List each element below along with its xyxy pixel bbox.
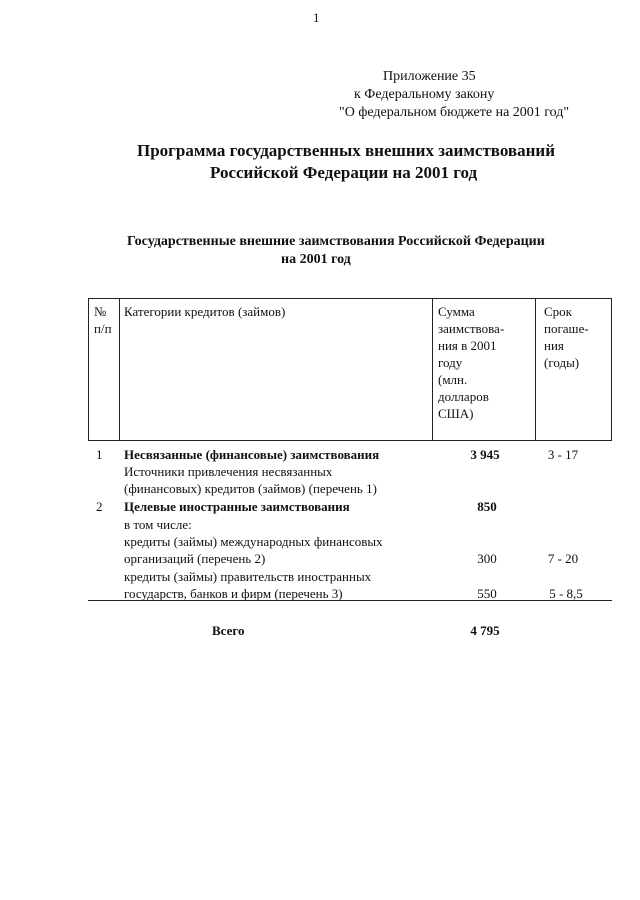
row-2-no: 2 [96,499,103,514]
row-2-amount: 850 [477,499,497,514]
row-1-note-line-1: Источники привлечения несвязанных [124,464,333,479]
row-2b-line-1: кредиты (займы) правительств иностранных [124,569,372,584]
header-no-label: № п/п [94,304,112,336]
row-1-category: Несвязанные (финансовые) заимствования [124,447,380,462]
row-1-amount: 3 945 [470,447,500,462]
page-number: 1 [313,10,320,25]
total-label: Всего [212,623,245,638]
total-amount: 4 795 [470,623,500,638]
row-2a-amount: 300 [477,551,497,566]
appendix-line-1: Приложение 35 [383,69,476,84]
section-title-line-2: на 2001 год [281,252,351,267]
row-2b-amount: 550 [477,586,497,601]
table-bottom-rule [88,600,612,601]
section-title-line-1: Государственные внешние заимствования Российской Федерации [127,234,545,249]
row-2b-term: 5 - 8,5 [549,586,583,601]
appendix-line-2: к Федеральному закону [354,87,495,102]
appendix-line-3: "О федеральном бюджете на 2001 год" [339,105,570,120]
row-1-no: 1 [96,447,103,462]
row-1-term: 3 - 17 [547,447,579,462]
row-1-note-line-2: (финансовых) кредитов (займов) (перечень 1) [124,481,377,496]
header-term-label: Срок погаше- ния (годы) [544,304,589,370]
row-2b-line-2: государств, банков и фирм (перечень 3) [124,586,343,601]
header-amount-label: Сумма заимствова- ния в 2001 году (млн. долларов США) [438,304,505,421]
row-2a-line-2: организаций (перечень 2) [124,551,266,566]
row-2a-line-1: кредиты (займы) международных финансовых [124,534,383,549]
document-title-line-1: Программа государственных внешних заимствований [137,141,556,160]
row-2-including: в том числе: [124,517,192,532]
row-2-category: Целевые иностранные заимствования [124,499,350,514]
row-2a-term: 7 - 20 [547,551,579,566]
document-title-line-2: Российской Федерации на 2001 год [210,163,478,182]
header-category-label: Категории кредитов (займов) [124,304,286,319]
